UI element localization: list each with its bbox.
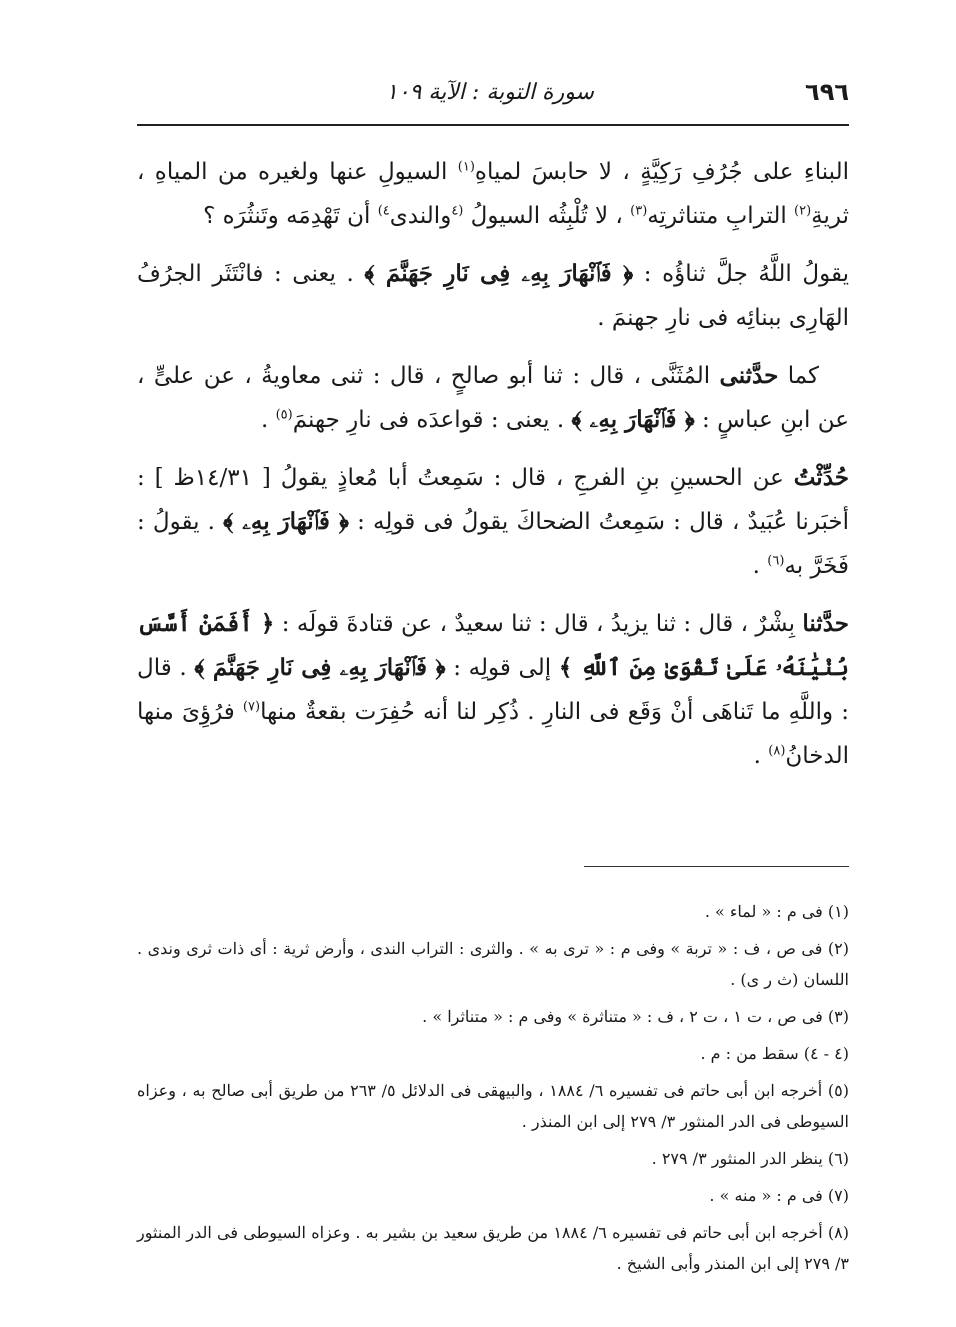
quran-verse: ﴿ أَفَمَنْ أَسَّسَ بُنْيَٰنَهُۥ عَلَىٰ تَقْوَىٰ مِنَ ٱللَّهِ ﴾ [137,610,849,681]
narration-term: حدَّثنا [802,610,849,637]
text-segment: كما [778,363,819,389]
footnote-item: (٣) فى ص ، ت ١ ، ت ٢ ، ف : « متناثرة » وفى م : « متناثرا » . [422,1007,849,1026]
text-segment: : أخبَرنا عُبَيدٌ ، قال : سَمِعتُ الضحاكَ يقولُ فى قولِه : [137,465,849,535]
text-segment: . [260,407,276,433]
page-number: ٦٩٦ [805,78,849,106]
footnote-marker: (٢) [794,203,812,219]
footnote-marker: (١) [457,159,475,175]
narration-term: حُدِّثْتُ [793,464,849,491]
footnote-item: (٦) ينظر الدر المنثور ٣/ ٢٧٩ . [651,1149,849,1168]
page-header [137,78,849,118]
footnote-marker: (٤ [451,203,464,219]
text-segment: الترابِ متناثرتِه [647,203,795,229]
footnote-marker: (٣) [630,203,648,219]
text-segment: والندى [389,203,452,229]
quran-verse: ﴿ فَٱنْهَارَ بِهِۦ فِى نَارِ جَهَنَّمَ ﴾ [364,260,634,287]
narration-term: حدَّثنى [719,362,779,389]
text-segment: السيولِ عنها ولغيره من المياهِ ، ثريةِ [137,159,849,229]
quran-verse: ﴿ فَٱنْهَارَ بِهِۦ ﴾ [223,508,349,535]
text-segment: . يعنى : فانْتَثَر الجرُفُ الهَارِى ببنائِه فى نارِ جهنمَ . [137,261,849,331]
text-segment: عن الحسينِ بنِ الفرجِ ، قال : سَمِعتُ أبا مُعاذٍ يقولُ [270,465,794,491]
text-segment: . يعنى : قواعدَه فى نارِ جهنمَ [292,407,572,433]
paragraph-1 [137,150,849,238]
footnote-item: (٤ - ٤) سقط من : م . [700,1044,849,1063]
text-segment: . يقولُ : فَخَرَّ به [137,509,849,579]
text-segment: إلى قولِه : [445,655,559,681]
running-title: سورة التوبة : الآية ١٠٩ [385,80,594,105]
footnote-marker: ٤) [377,203,390,219]
text-segment: ، لا تُلْبِثُه السيولُ [463,203,631,229]
footnote-marker: (٥) [275,407,293,423]
main-text [137,150,849,792]
footnote-marker: (٧) [242,699,261,715]
footnote-marker: (٨) [768,743,786,759]
footnote-item: (٨) أخرجه ابن أبى حاتم فى تفسيره ٦/ ١٨٨٤ من طريق سعيد بن بشير به . وعزاه السيوطى فى الدر المنثور ٣/ ٢٧٩ إلى ابن المنذر وأبى الشيخ . [137,1223,850,1273]
text-segment: . [752,553,768,579]
header-rule [137,124,849,126]
text-segment: أن تَهْدِمَه وتَنثُرَه ؟ [203,203,378,229]
footnote-separator [584,866,849,867]
footnote-marker: (٦) [767,553,785,569]
text-segment: . قال : واللَّهِ ما تَناهَى أنْ وَقَع فى النارِ . ذُكِر لنا أنه حُفِرَت بقعةٌ منها [137,655,849,725]
footnote-item: (٢) فى ص ، ف : « تربة » وفى م : « ترى به » . والثرى : التراب الندى ، وأرض ثرية : أى ذات ثرى وندى . اللسان (ث ر ى) . [137,939,849,989]
text-segment: بِشْرٌ ، قال : ثنا يزيدُ ، قال : ثنا سعيدٌ ، عن قتادةَ قولَه : [274,611,803,637]
text-segment: يقولُ اللَّهُ جلَّ ثناؤُه : [633,261,849,287]
text-segment: . [753,743,769,769]
text-segment: المُثَنَّى ، قال : ثنا أبو صالحٍ ، قال : ثنى معاويةُ ، عن علىٍّ ، عن ابنِ عباسٍ : [137,363,849,433]
text-segment: البناءِ على جُرُفِ رَكِيَّةٍ ، لا حابسَ لمياهِ [474,159,849,185]
manuscript-reference: [ ١٤/٣١ظ ] [154,465,271,491]
paragraph-3 [137,354,849,442]
footnote-item: (١) فى م : « لماء » . [704,902,849,921]
footnotes [137,896,849,1285]
footnote-item: (٧) فى م : « منه » . [709,1186,849,1205]
text-segment: فرُؤِىَ منها الدخانُ [137,699,849,769]
quran-verse: ﴿ فَٱنْهَارَ بِهِۦ فِى نَارِ جَهَنَّمَ ﴾ [194,654,446,681]
paragraph-2 [137,252,849,340]
paragraph-4 [137,456,849,588]
quran-verse: ﴿ فَٱنْهَارَ بِهِۦ ﴾ [571,406,695,433]
footnote-item: (٥) أخرجه ابن أبى حاتم فى تفسيره ٦/ ١٨٨٤ ، والبيهقى فى الدلائل ٥/ ٢٦٣ من طريق أبى صالح به ، وعزاه السيوطى فى الدر المنثور ٣/ ٢٧٩ إلى ابن المنذر . [137,1081,850,1131]
paragraph-5 [137,602,849,778]
